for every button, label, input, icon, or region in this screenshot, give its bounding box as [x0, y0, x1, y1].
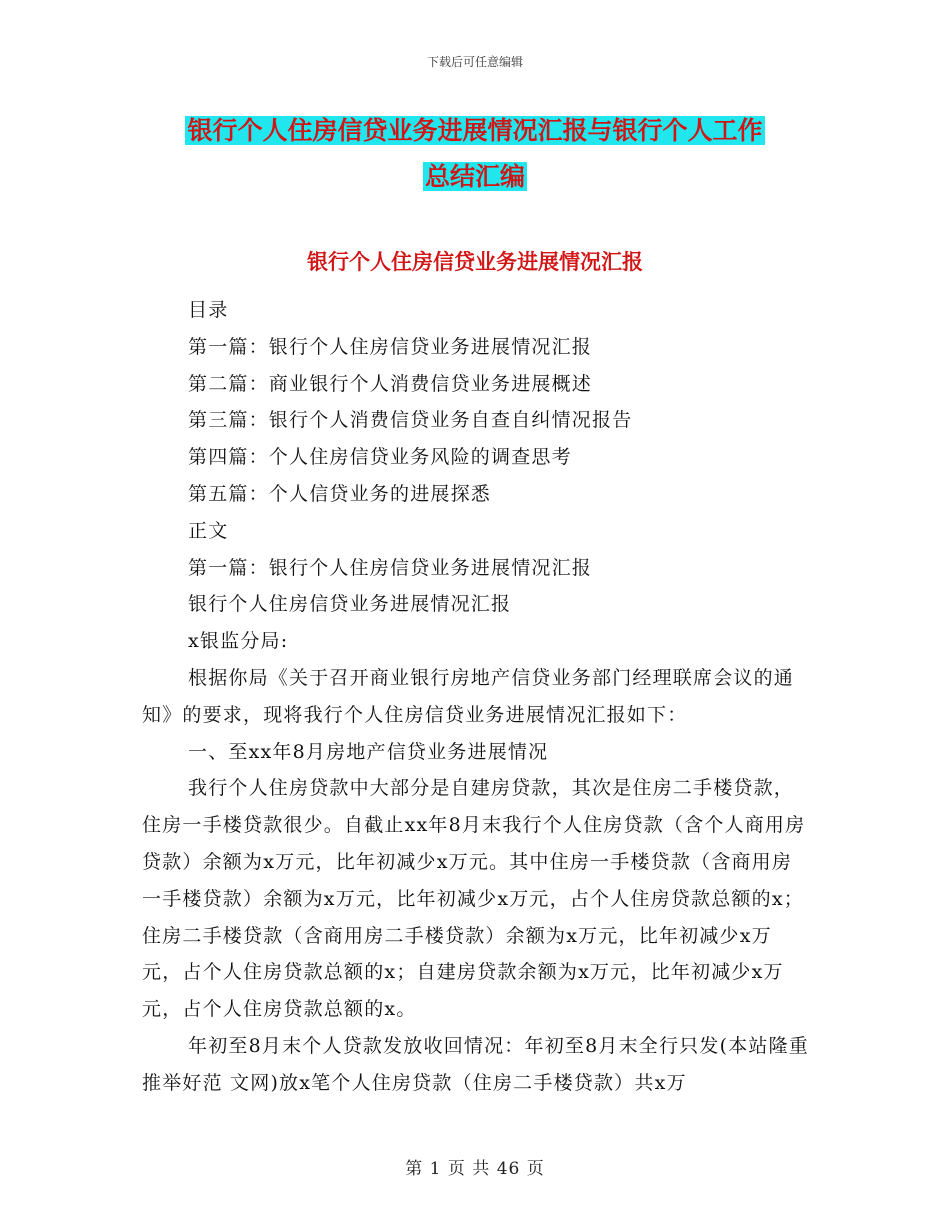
toc-item-1: 第一篇：银行个人住房信贷业务进展情况汇报	[188, 335, 593, 358]
main-title	[0, 108, 950, 200]
salutation: x银监分局:	[188, 630, 289, 653]
toc-item-4: 第四篇：个人住房信贷业务风险的调查思考	[188, 446, 572, 469]
chapter-title: 第一篇：银行个人住房信贷业务进展情况汇报	[188, 556, 593, 579]
section-heading: 一、至xx年8月房地产信贷业务进展情况	[188, 740, 549, 763]
main-title-line2: 总结汇编	[424, 162, 525, 191]
toc-heading: 目录	[188, 299, 229, 321]
body-paragraph: 我行个人住房贷款中大部分是自建房贷款，其次是住房二手楼贷款，住房一手楼贷款很少。自截止xx年8月末我行个人住房贷款（含个人商用房贷款）余额为x万元，比年初减少x万元。其中住房一手楼贷款（含商用房一手楼贷款）余额为x万元，比年初减少x万元，占个人住房贷款总额的x；住房二手楼贷款（含商用房二手楼贷款）余额为x万元，比年初减少x万元，占个人住房贷款总额的x；自建房贷款余额为x万元，比年初减少x万元，占个人住房贷款总额的x。	[142, 777, 806, 1021]
body-heading: 正文	[188, 519, 229, 542]
document-body	[142, 292, 810, 1102]
page-footer: 第 1 页 共 46 页	[405, 1159, 545, 1179]
header-note: 下载后可任意编辑	[426, 55, 523, 69]
body-paragraph: 根据你局《关于召开商业银行房地产信贷业务部门经理联席会议的通知》的要求，现将我行个人住房信贷业务进展情况汇报如下：	[142, 666, 795, 726]
toc-item-2: 第二篇：商业银行个人消费信贷业务进展概述	[188, 372, 593, 395]
toc-item-3: 第三篇：银行个人消费信贷业务自查自纠情况报告	[188, 409, 633, 432]
toc-item-5: 第五篇：个人信贷业务的进展探悉	[188, 482, 492, 505]
sub-title: 银行个人住房信贷业务进展情况汇报	[307, 250, 643, 274]
main-title-line1: 银行个人住房信贷业务进展情况汇报与银行个人工作	[187, 116, 763, 145]
body-paragraph: 年初至8月末个人贷款发放收回情况：年初至8月末全行只发(本站隆重推举好范 文网)放x笔个人住房贷款（住房二手楼贷款）共x万	[142, 1034, 809, 1094]
report-title: 银行个人住房信贷业务进展情况汇报	[188, 593, 512, 616]
